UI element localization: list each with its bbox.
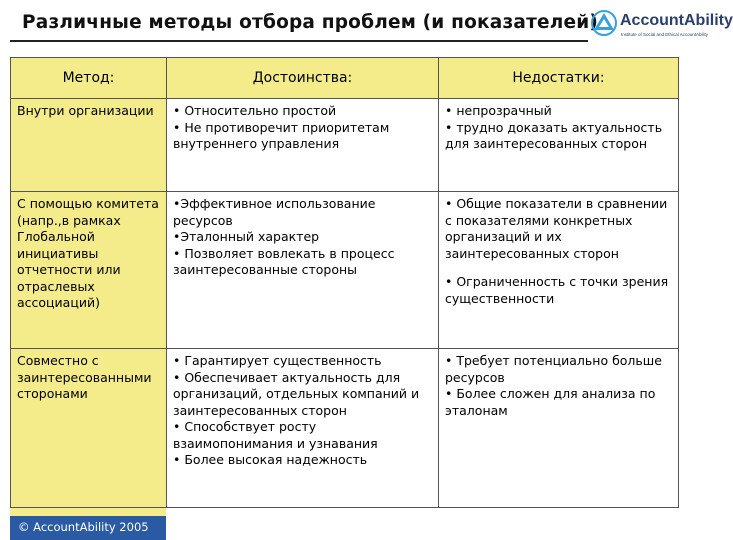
method-cell: Внутри организации bbox=[11, 99, 167, 192]
pros-item: • Относительно простой bbox=[173, 103, 337, 118]
title-underline bbox=[10, 40, 588, 42]
logo-triangle-icon bbox=[590, 8, 618, 42]
copyright-text: © AccountAbility 2005 bbox=[18, 520, 149, 534]
header-pros: Достоинства: bbox=[167, 58, 439, 99]
pros-item: • Не противоречит приоритетам внутреннего управления bbox=[173, 119, 390, 151]
table-row bbox=[11, 349, 679, 508]
method-cell: Совместно с заинтересованными сторонами bbox=[11, 349, 167, 508]
pros-item: •Эффективное использование ресурсов bbox=[173, 196, 376, 228]
pros-item: • Более высокая надежность bbox=[173, 452, 368, 467]
cons-item: • Ограниченность с точки зрения существенности bbox=[445, 274, 669, 306]
pros-item: •Эталонный характер bbox=[173, 229, 320, 244]
cons-cell bbox=[439, 192, 679, 349]
accountability-logo bbox=[590, 8, 733, 48]
logo-name: AccountAbility bbox=[620, 12, 733, 29]
pros-item: • Гарантирует существенность bbox=[173, 353, 382, 368]
spacer bbox=[445, 262, 672, 274]
table-row bbox=[11, 192, 679, 349]
logo-tagline: Institute of Social and Ethical AccountAbility bbox=[621, 32, 709, 37]
table-header-row bbox=[11, 58, 679, 99]
cons-item: • трудно доказать актуальность для заинтересованных сторон bbox=[445, 119, 663, 151]
cons-cell bbox=[439, 99, 679, 192]
pros-cell bbox=[167, 192, 439, 349]
cons-item: • Общие показатели в сравнении с показателями конкретных организаций и их заинтересованных сторон bbox=[445, 196, 668, 261]
cons-item: • Более сложен для анализа по эталонам bbox=[445, 386, 656, 418]
cons-item: • Требует потенциально больше ресурсов bbox=[445, 353, 662, 385]
cons-cell bbox=[439, 349, 679, 508]
pros-item: • Позволяет вовлекать в процесс заинтересованные стороны bbox=[173, 245, 395, 277]
header-method: Метод: bbox=[11, 58, 167, 99]
comparison-table bbox=[10, 57, 678, 508]
cons-item: • непрозрачный bbox=[445, 103, 552, 118]
method-cell: С помощью комитета (напр.,в рамках Глобальной инициативы отчетности или отраслевых ассоциаций) bbox=[11, 192, 167, 349]
pros-cell bbox=[167, 99, 439, 192]
pros-cell bbox=[167, 349, 439, 508]
header-cons: Недостатки: bbox=[439, 58, 679, 99]
pros-item: • Обеспечивает актуальность для организаций, отдельных компаний и заинтересованных сторон bbox=[173, 369, 420, 418]
pros-item: • Способствует росту взаимопонимания и узнавания bbox=[173, 419, 378, 451]
table-row bbox=[11, 99, 679, 192]
page-title: Различные методы отбора проблем (и показателей) bbox=[22, 12, 599, 33]
